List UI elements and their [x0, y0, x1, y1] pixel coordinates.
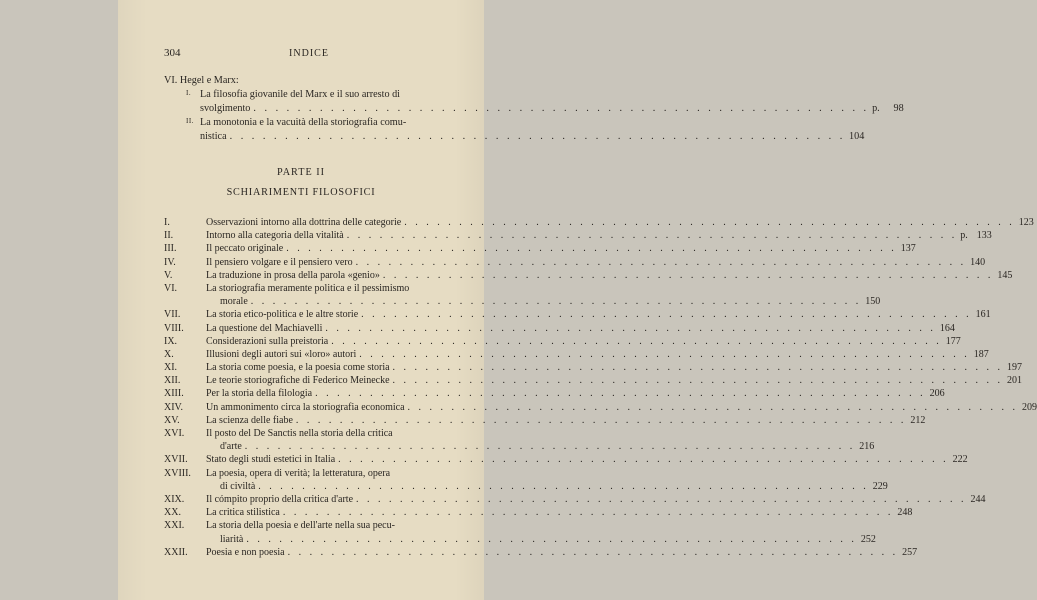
entry-title: di civiltà [220, 480, 256, 492]
entry-page: 257 [902, 546, 918, 558]
entry-title: liarità [220, 533, 244, 545]
toc-entry [164, 519, 876, 545]
entry-title: Considerazioni sulla preistoria [206, 335, 329, 347]
page-prefix: p. [960, 230, 968, 242]
dot-leader: . . . . . . . . . . . . . . . . . . . . . . . . . . . . . . . . . . . . . . . . . . . . . . . . . . . . . . . . [295, 414, 907, 426]
entry-numeral: V. [164, 269, 173, 281]
entry-line-last [206, 493, 986, 506]
entry-numeral: XXII. [164, 546, 188, 558]
entry-line-last [206, 335, 961, 348]
dot-leader: . . . . . . . . . . . . . . . . . . . . . . . . . . . . . . . . . . . . . . . . . . . . . . . . . . . . . . . . [286, 243, 897, 255]
dot-leader: . . . . . . . . . . . . . . . . . . . . . . . . . . . . . . . . . . . . . . . . . . . . . . . . . . . . . . . . [338, 454, 949, 466]
entry-title: morale [220, 296, 248, 308]
page-number: 304 [164, 47, 181, 59]
entry-title: Le teorie storiografiche di Federico Meinecke [206, 375, 390, 387]
entry-page: 222 [952, 454, 968, 466]
entry-line-last [206, 361, 1023, 374]
toc-entry [164, 282, 881, 308]
entry-page: 150 [865, 296, 881, 308]
entry-numeral: VI. [164, 282, 178, 294]
dot-leader: . . . . . . . . . . . . . . . . . . . . . . . . . . . . . . . . . . . . . . . . . . . . . . . . . . . . . . . . [392, 362, 1004, 374]
entry-page: 229 [872, 480, 888, 492]
entry-line-last [206, 216, 1034, 229]
toc-entry [164, 269, 1013, 282]
dot-leader: . . . . . . . . . . . . . . . . . . . . . . . . . . . . . . . . . . . . . . . . . . . . . . . . . . . . . . . . [331, 335, 942, 347]
entry-page: 187 [973, 348, 989, 360]
entry-page: 164 [939, 322, 955, 334]
entry-title: Il peccato originale [206, 243, 284, 255]
dot-leader: . . . . . . . . . . . . . . . . . . . . . . . . . . . . . . . . . . . . . . . . . . . . . . . . . . . . . . . . [356, 493, 967, 505]
entry-page: 216 [859, 441, 875, 453]
toc-entry [164, 322, 955, 335]
entry-numeral: IX. [164, 335, 178, 347]
dot-leader: . . . . . . . . . . . . . . . . . . . . . . . . . . . . . . . . . . . . . . . . . . . . . . . . . . . . . . . . [407, 401, 1019, 413]
entry-numeral: X. [164, 348, 174, 360]
entry-numeral: VIII. [164, 322, 184, 334]
dot-leader: . . . . . . . . . . . . . . . . . . . . . . . . . . . . . . . . . . . . . . . . . . . . . . . . . . . . . . . . [287, 546, 899, 558]
entry-page: 104 [849, 131, 865, 142]
toc-entry [164, 546, 918, 559]
entry-line-last [206, 401, 1037, 414]
entry-line-last [206, 480, 888, 493]
entry-numeral: I. [186, 89, 192, 97]
dot-leader: . . . . . . . . . . . . . . . . . . . . . . . . . . . . . . . . . . . . . . . . . . . . . . . . . . . . . . . . [246, 533, 857, 545]
toc-entry [164, 88, 904, 116]
entry-numeral: XVII. [164, 454, 188, 466]
entry-page: 98 [893, 103, 904, 114]
toc-entry [164, 401, 1037, 414]
page-prefix: p. [872, 103, 880, 114]
entry-numeral: XI. [164, 362, 178, 374]
toc-entry [164, 116, 865, 144]
dot-leader: . . . . . . . . . . . . . . . . . . . . . . . . . . . . . . . . . . . . . . . . . . . . . . . . . . . . . . . . [359, 348, 970, 360]
toc-entry [164, 216, 1034, 229]
entry-page: 244 [970, 493, 986, 505]
part-title: SCHIARIMENTI FILOSOFICI [226, 187, 376, 198]
entry-page: 212 [910, 414, 926, 426]
toc-entry [164, 374, 1023, 387]
entry-line-last [206, 269, 1013, 282]
entry-title: La critica stilistica [206, 507, 280, 519]
entry-line-last [206, 322, 955, 335]
toc-entry [164, 467, 888, 493]
entry-line-last [206, 506, 913, 519]
entry-title: La scienza delle fiabe [206, 414, 293, 426]
entry-numeral: XIV. [164, 401, 183, 413]
entry-line-last [206, 256, 986, 269]
dot-leader: . . . . . . . . . . . . . . . . . . . . . . . . . . . . . . . . . . . . . . . . . . . . . . . . . . . . . . . . [392, 375, 1004, 387]
entry-title: Illusioni degli autori sui «loro» autori [206, 348, 357, 360]
entry-line-last [206, 308, 991, 321]
entry-line-last [206, 374, 1023, 387]
toc-entry [164, 335, 961, 348]
entry-title: Il cómpito proprio della critica d'arte [206, 493, 354, 505]
entry-page: 206 [929, 388, 945, 400]
entry-page: 252 [860, 533, 876, 545]
entry-numeral: XII. [164, 375, 181, 387]
dot-leader: . . . . . . . . . . . . . . . . . . . . . . . . . . . . . . . . . . . . . . . . . . . . . . . . . . . . . . . . [244, 441, 856, 453]
entry-page: 201 [1007, 375, 1023, 387]
entry-line: Il posto del De Sanctis nella storia della critica [206, 428, 393, 439]
toc-entry [164, 427, 875, 453]
toc-entry [164, 229, 992, 242]
entry-line-last [200, 130, 865, 144]
toc-entry [164, 414, 926, 427]
entry-numeral: II. [186, 117, 194, 125]
toc-entry [164, 493, 986, 506]
entry-line: La storia della poesia e dell'arte nella sua pecu- [206, 520, 395, 532]
entry-title: Osservazioni intorno alla dottrina delle categorie [206, 217, 402, 228]
entry-title: Un ammonimento circa la storiografia economica [206, 401, 405, 413]
dot-leader: . . . . . . . . . . . . . . . . . . . . . . . . . . . . . . . . . . . . . . . . . . . . . . . . . . . . . . . . [355, 256, 967, 268]
entry-numeral: XVI. [164, 428, 185, 439]
entry-title: Stato degli studi estetici in Italia [206, 454, 336, 466]
entry-title: La traduzione in prosa della parola «genio» [206, 269, 380, 281]
entry-line-last [206, 453, 968, 466]
toc-entry [164, 453, 968, 466]
entry-line-last [206, 440, 875, 453]
section-vi [164, 74, 904, 144]
entry-title: Il pensiero volgare e il pensiero vero [206, 256, 353, 268]
entry-page: 177 [945, 335, 961, 347]
entry-page: 145 [997, 269, 1013, 281]
entry-title: svolgimento [200, 103, 251, 114]
section-title: VI. Hegel e Marx: [164, 75, 239, 86]
chapter-list [164, 216, 1037, 559]
entry-numeral: VII. [164, 309, 181, 321]
entry-line-last [206, 533, 876, 546]
entry-page: 197 [1007, 362, 1023, 374]
dot-leader: . . . . . . . . . . . . . . . . . . . . . . . . . . . . . . . . . . . . . . . . . . . . . . . . . . . . . . . . [382, 269, 994, 281]
entry-title: La storia etico-politica e le altre storie [206, 309, 359, 321]
dot-leader: . . . . . . . . . . . . . . . . . . . . . . . . . . . . . . . . . . . . . . . . . . . . . . . . . . . . . . . . [253, 103, 870, 114]
dot-leader: . . . . . . . . . . . . . . . . . . . . . . . . . . . . . . . . . . . . . . . . . . . . . . . . . . . . . . . . [229, 131, 846, 142]
book-page [118, 0, 1037, 600]
entry-title: Per la storia della filologia [206, 388, 313, 400]
entry-page: 133 [976, 230, 992, 242]
toc-entry [164, 361, 1023, 374]
entry-numeral: III. [164, 243, 177, 255]
dot-leader: . . . . . . . . . . . . . . . . . . . . . . . . . . . . . . . . . . . . . . . . . . . . . . . . . . . . . . . . [282, 507, 894, 519]
entry-page: 123 [1018, 217, 1034, 228]
entry-line-last [206, 229, 992, 242]
dot-leader: . . . . . . . . . . . . . . . . . . . . . . . . . . . . . . . . . . . . . . . . . . . . . . . . . . . . . . . . [404, 217, 1015, 228]
entry-title: d'arte [220, 441, 242, 453]
entry-numeral: I. [164, 217, 170, 228]
entry-numeral: II. [164, 230, 174, 242]
entry-line-last [206, 414, 926, 427]
entry-page: 137 [900, 243, 916, 255]
dot-leader: . . . . . . . . . . . . . . . . . . . . . . . . . . . . . . . . . . . . . . . . . . . . . . . . . . . . . . . . [361, 309, 972, 321]
entry-title: Intorno alla categoria della vitalità [206, 230, 344, 242]
entry-line-last [200, 102, 904, 116]
toc-entry [164, 348, 989, 361]
entry-line-last [206, 546, 918, 559]
entry-title: nistica [200, 131, 227, 142]
dot-leader: . . . . . . . . . . . . . . . . . . . . . . . . . . . . . . . . . . . . . . . . . . . . . . . . . . . . . . . . [250, 296, 862, 308]
toc-entry [164, 242, 916, 255]
entry-numeral: XV. [164, 414, 180, 426]
toc-entry [164, 256, 986, 269]
entry-line-last [206, 387, 945, 400]
entry-line: La monotonia e la vacuità della storiografia comu- [200, 117, 407, 128]
entry-numeral: XX. [164, 507, 181, 519]
entry-title: La questione del Machiavelli [206, 322, 323, 334]
entry-line: La storiografia meramente politica e il pessimismo [206, 282, 410, 294]
dot-leader: . . . . . . . . . . . . . . . . . . . . . . . . . . . . . . . . . . . . . . . . . . . . . . . . . . . . . . . . [258, 480, 869, 492]
toc-entry [164, 387, 945, 400]
section-items [164, 88, 904, 144]
entry-title: Poesia e non poesia [206, 546, 285, 558]
toc-entry [164, 506, 913, 519]
entry-numeral: XXI. [164, 520, 185, 532]
part-label: PARTE II [276, 167, 326, 178]
entry-page: 209 [1022, 401, 1037, 413]
entry-numeral: IV. [164, 256, 176, 268]
entry-line-last [206, 242, 916, 255]
toc-entry [164, 308, 991, 321]
dot-leader: . . . . . . . . . . . . . . . . . . . . . . . . . . . . . . . . . . . . . . . . . . . . . . . . . . . . . . . . [315, 388, 926, 400]
entry-title: La storia come poesia, e la poesia come storia [206, 362, 390, 374]
entry-numeral: XIX. [164, 493, 185, 505]
dot-leader: . . . . . . . . . . . . . . . . . . . . . . . . . . . . . . . . . . . . . . . . . . . . . . . . . . . . . . . . [346, 230, 958, 242]
entry-line-last [206, 348, 989, 361]
entry-line: La poesia, opera di verità; la letteratura, opera [206, 467, 391, 479]
entry-numeral: XVIII. [164, 467, 191, 479]
running-title: INDICE [289, 48, 329, 59]
dot-leader: . . . . . . . . . . . . . . . . . . . . . . . . . . . . . . . . . . . . . . . . . . . . . . . . . . . . . . . . [325, 322, 936, 334]
entry-line-last [206, 295, 881, 308]
entry-page: 248 [897, 507, 913, 519]
entry-page: 161 [975, 309, 991, 321]
entry-line: La filosofia giovanile del Marx e il suo arresto di [200, 89, 401, 100]
running-header [164, 47, 454, 61]
entry-page: 140 [970, 256, 986, 268]
entry-numeral: XIII. [164, 388, 184, 400]
